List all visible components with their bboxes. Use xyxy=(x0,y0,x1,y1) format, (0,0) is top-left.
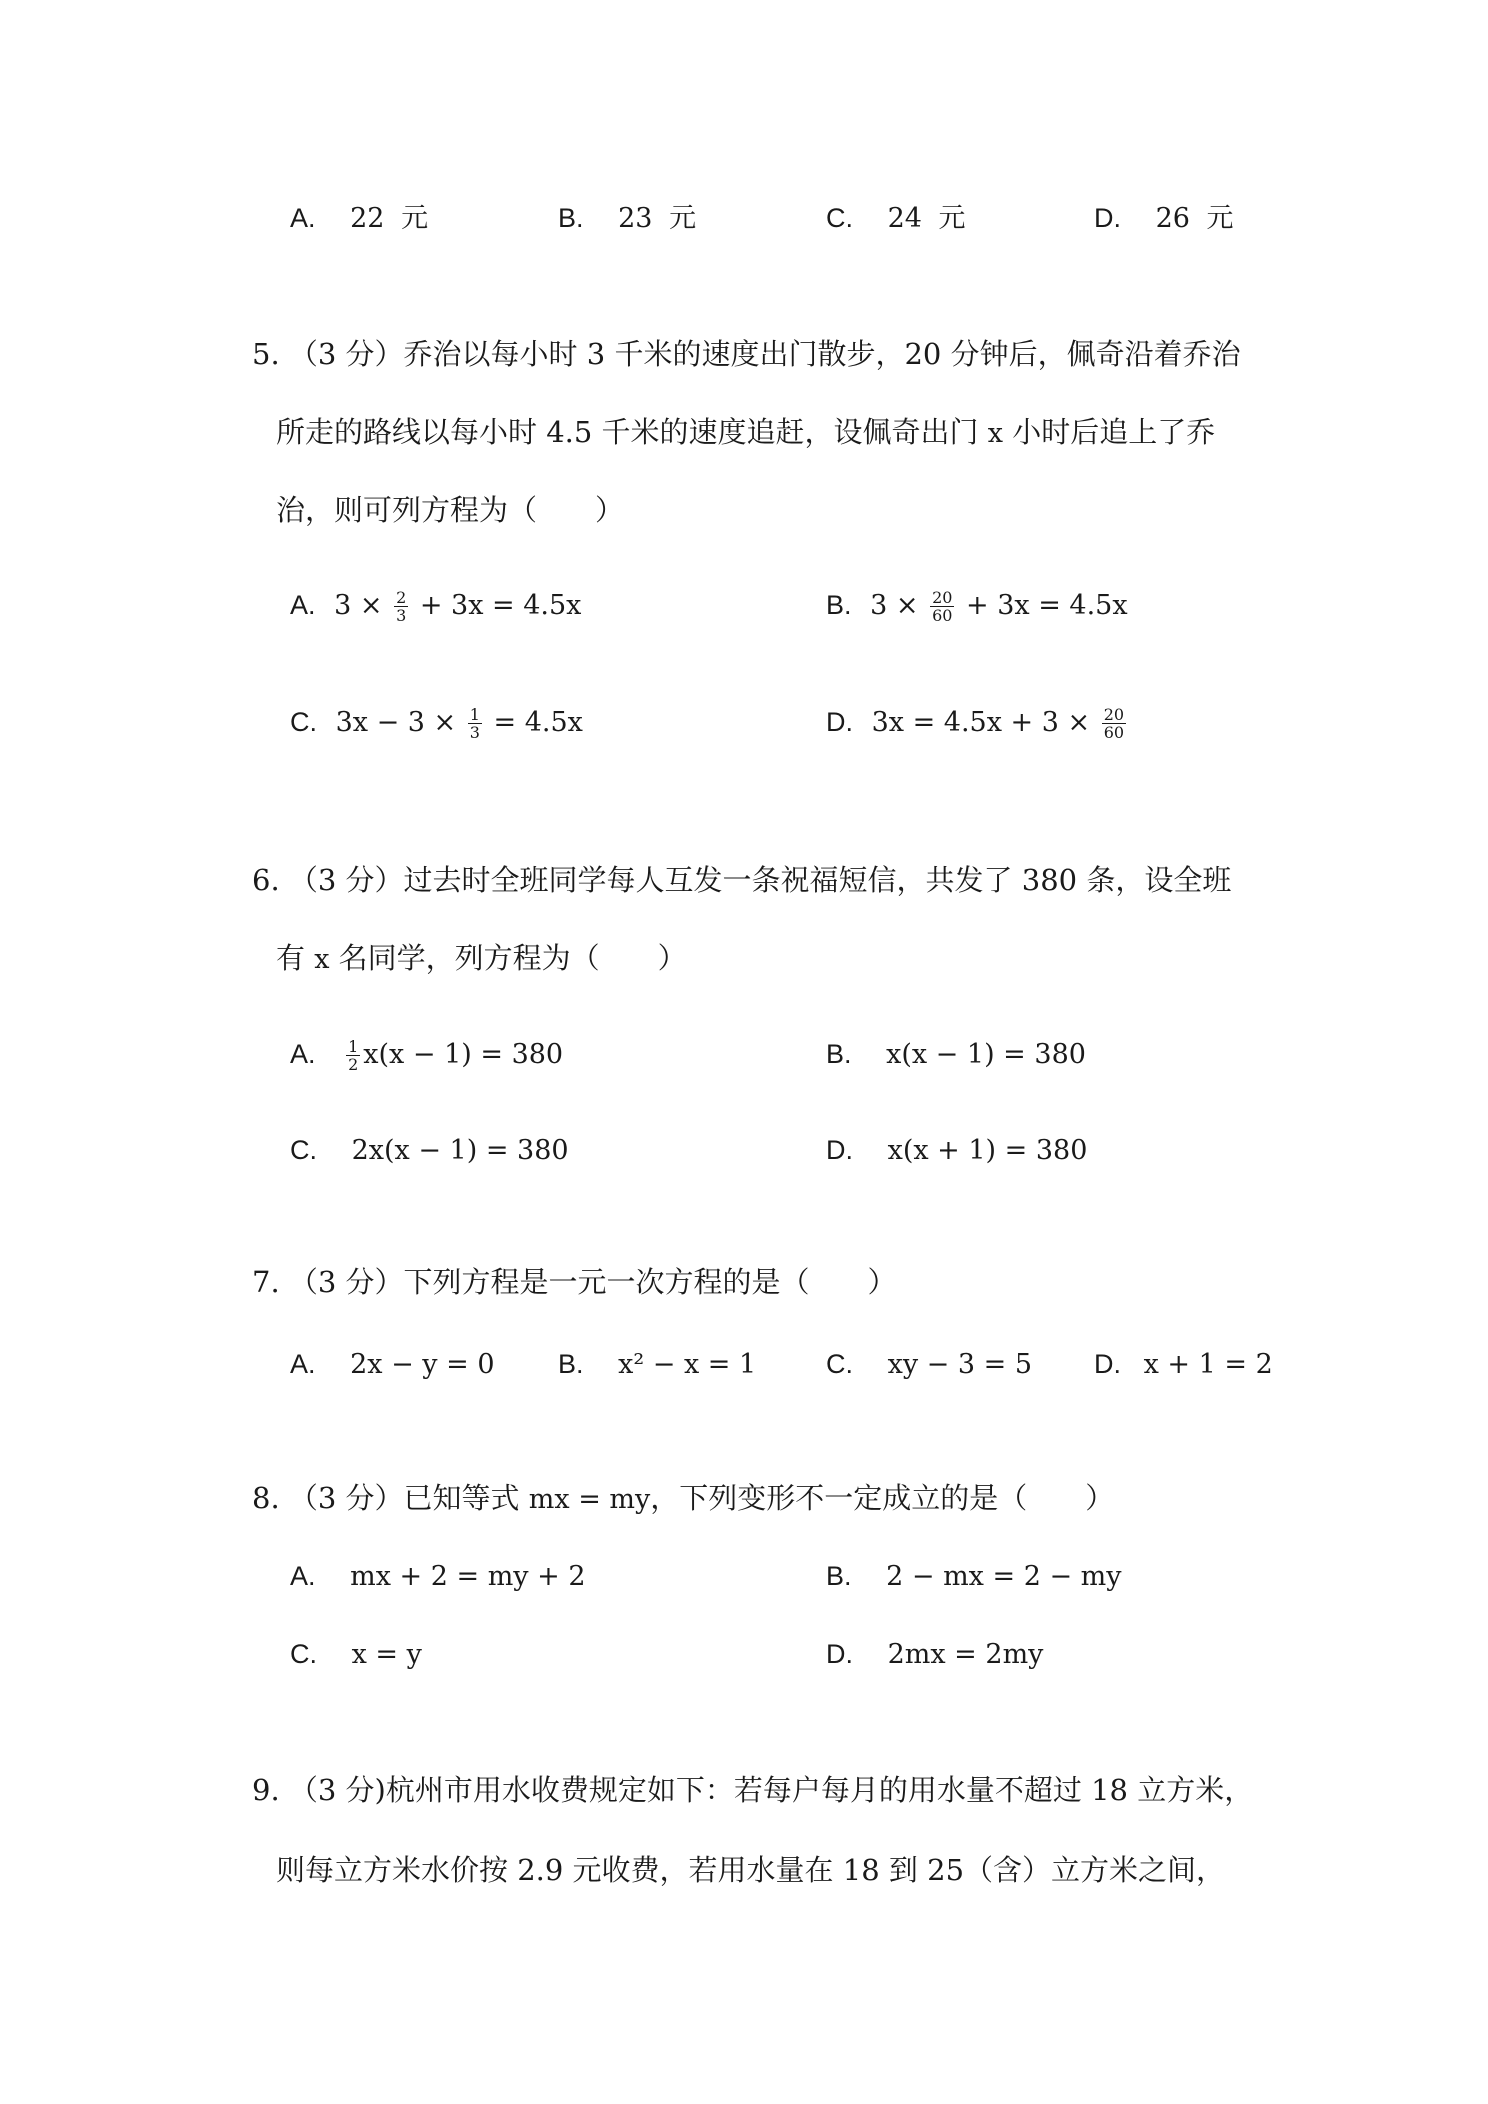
q7-option-a[interactable]: A. 2x − y = 0 xyxy=(290,1349,495,1380)
q7-option-b[interactable]: B. x² − x = 1 xyxy=(558,1349,757,1380)
q4-option-d[interactable]: D. 26 元 xyxy=(1094,203,1234,234)
q7-option-d[interactable]: D. x + 1 = 2 xyxy=(1094,1349,1273,1380)
q6-option-a[interactable]: A. $\frac{1}{2}$ x(x − 1) = 380 xyxy=(290,1037,564,1074)
q6-option-d[interactable]: D. x(x + 1) = 380 xyxy=(826,1135,1088,1166)
q8-option-d[interactable]: D. 2mx = 2my xyxy=(826,1639,1044,1670)
q5-option-a[interactable]: A. 3 × $\frac{2}{3}$ + 3x = 4.5x xyxy=(290,588,582,625)
q8-stem-line1: 8. （3 分）已知等式 mx = my，下列变形不一定成立的是（ ） xyxy=(252,1481,1115,1515)
q6-option-c[interactable]: C. 2x(x − 1) = 380 xyxy=(290,1135,569,1166)
q6-option-b[interactable]: B. x(x − 1) = 380 xyxy=(826,1039,1086,1070)
q9-stem-line1: 9. （3 分)杭州市用水收费规定如下：若每户每月的用水量不超过 18 立方米， xyxy=(252,1773,1254,1807)
q8-option-c[interactable]: C. x = y xyxy=(290,1639,422,1670)
q6-stem-line2: 有 x 名同学，列方程为（ ） xyxy=(276,941,687,975)
q7-stem-line1: 7. （3 分）下列方程是一元一次方程的是（ ） xyxy=(252,1265,897,1299)
q5-option-b[interactable]: B. 3 × $\frac{20}{60}$ + 3x = 4.5x xyxy=(826,588,1128,625)
q7-option-c[interactable]: C. xy − 3 = 5 xyxy=(826,1349,1033,1380)
q8-option-b[interactable]: B. 2 − mx = 2 − my xyxy=(826,1561,1122,1592)
fraction: $\frac{1}{3}$ xyxy=(469,705,480,742)
q9-stem-line2: 则每立方米水价按 2.9 元收费，若用水量在 18 到 25（含）立方米之间， xyxy=(276,1853,1226,1887)
q4-option-c[interactable]: C. 24 元 xyxy=(826,203,966,234)
q5-option-c[interactable]: C. 3x − 3 × $\frac{1}{3}$ = 4.5x xyxy=(290,705,583,742)
q4-option-b[interactable]: B. 23 元 xyxy=(558,203,697,234)
fraction: $\frac{20}{60}$ xyxy=(1103,705,1125,742)
fraction: $\frac{1}{2}$ xyxy=(348,1037,359,1074)
fraction: $\frac{2}{3}$ xyxy=(396,588,407,625)
q5-stem-line1: 5. （3 分）乔治以每小时 3 千米的速度出门散步，20 分钟后，佩奇沿着乔治 xyxy=(252,337,1241,371)
q5-stem-line2: 所走的路线以每小时 4.5 千米的速度追赶，设佩奇出门 x 小时后追上了乔 xyxy=(276,415,1216,449)
q8-option-a[interactable]: A. mx + 2 = my + 2 xyxy=(290,1561,586,1592)
q5-option-d[interactable]: D. 3x = 4.5x + 3 × $\frac{20}{60}$ xyxy=(826,705,1125,742)
q4-option-a[interactable]: A. 22 元 xyxy=(290,203,429,234)
q5-stem-line3: 治，则可列方程为（ ） xyxy=(276,493,625,527)
q6-stem-line1: 6. （3 分）过去时全班同学每人互发一条祝福短信，共发了 380 条，设全班 xyxy=(252,863,1232,897)
fraction: $\frac{20}{60}$ xyxy=(932,588,953,625)
